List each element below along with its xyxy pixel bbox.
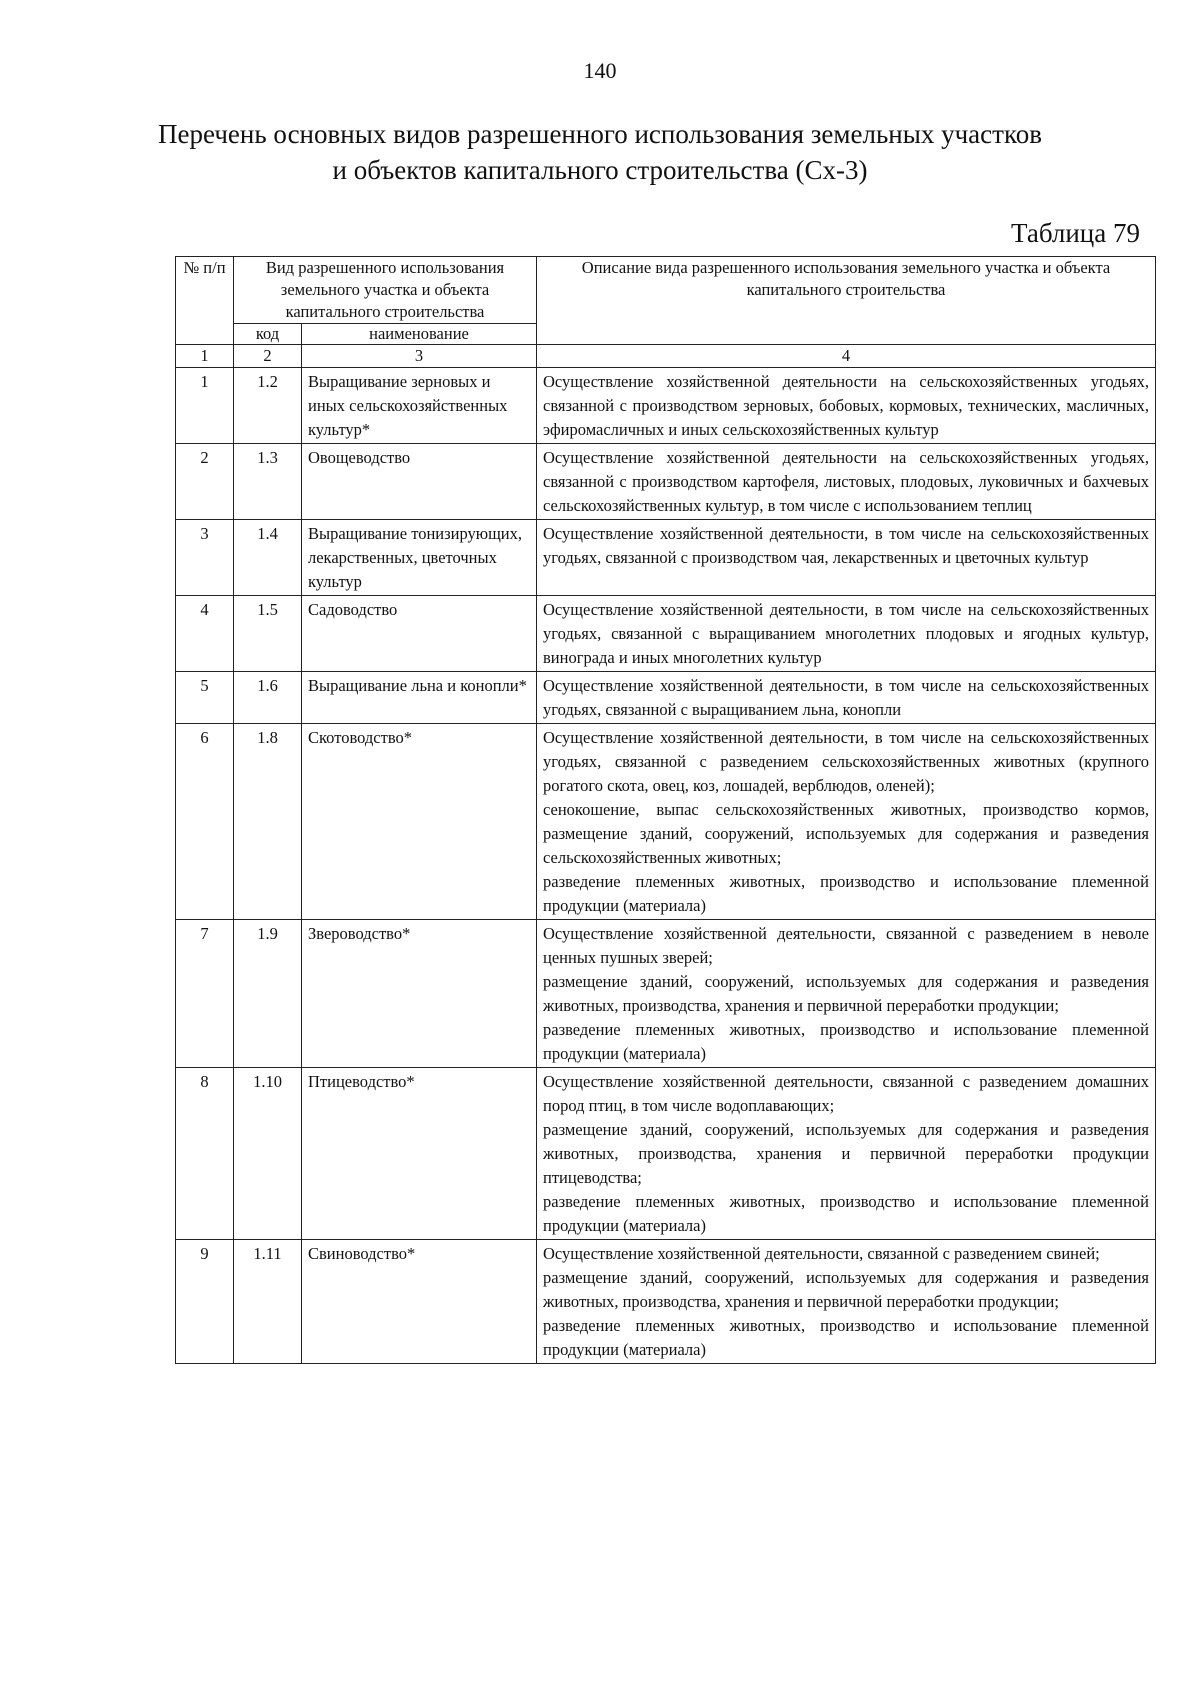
table-row <box>176 520 1156 596</box>
description-paragraph: Осуществление хозяйственной деятельности, связанной с разведением свиней; <box>543 1244 1100 1263</box>
row-name: Свиноводство* <box>302 1240 537 1364</box>
row-number: 8 <box>176 1068 234 1240</box>
row-code: 1.2 <box>234 368 302 444</box>
row-description <box>537 724 1156 920</box>
table-header-row <box>176 257 1156 324</box>
row-description <box>537 368 1156 444</box>
row-name: Овощеводство <box>302 444 537 520</box>
row-description <box>537 1068 1156 1240</box>
header-description: Описание вида разрешенного использования земельного участка и объекта капитального строительства <box>537 257 1156 345</box>
table-row <box>176 444 1156 520</box>
description-paragraph: сенокошение, выпас сельскохозяйственных животных, производство кормов, размещение зданий, сооружений, используемых для содержания и разведения сельскохозяйственных животных; <box>543 800 1149 867</box>
description-paragraph: Осуществление хозяйственной деятельности, в том числе на сельскохозяйственных угодьях, связанной с производством чая, лекарственных и цветочных культур <box>543 524 1149 567</box>
row-code: 1.8 <box>234 724 302 920</box>
column-index: 4 <box>537 345 1156 368</box>
description-paragraph: размещение зданий, сооружений, используемых для содержания и разведения животных, производства, хранения и первичной переработки продукции; <box>543 972 1149 1015</box>
title-line-2: и объектов капитального строительства (Сх-3) <box>332 155 868 185</box>
row-name: Выращивание льна и конопли* <box>302 672 537 724</box>
header-kind: Вид разрешенного использования земельного участка и объекта капитального строительства <box>234 257 537 324</box>
description-paragraph: Осуществление хозяйственной деятельности, в том числе на сельскохозяйственных угодьях, связанной с разведением сельскохозяйственных животных (крупного рогатого скота, овец, коз, лошадей, верблюдов, оленей); <box>543 728 1149 795</box>
table-row <box>176 596 1156 672</box>
land-use-table <box>175 256 1156 1364</box>
description-paragraph: размещение зданий, сооружений, используемых для содержания и разведения животных, производства, хранения и первичной переработки продукции птицеводства; <box>543 1120 1149 1187</box>
title-line-1: Перечень основных видов разрешенного использования земельных участков <box>158 119 1042 149</box>
description-paragraph: Осуществление хозяйственной деятельности, связанной с разведением в неволе ценных пушных зверей; <box>543 924 1149 967</box>
table-row <box>176 368 1156 444</box>
row-number: 5 <box>176 672 234 724</box>
table-body <box>176 368 1156 1364</box>
column-index: 1 <box>176 345 234 368</box>
description-paragraph: разведение племенных животных, производство и использование племенной продукции (материала) <box>543 1192 1149 1235</box>
row-number: 3 <box>176 520 234 596</box>
row-number: 9 <box>176 1240 234 1364</box>
description-paragraph: разведение племенных животных, производство и использование племенной продукции (материала) <box>543 872 1149 915</box>
row-description <box>537 920 1156 1068</box>
description-paragraph: размещение зданий, сооружений, используемых для содержания и разведения животных, производства, хранения и первичной переработки продукции; <box>543 1268 1149 1311</box>
row-code: 1.3 <box>234 444 302 520</box>
header-num: № п/п <box>176 257 234 345</box>
description-paragraph: Осуществление хозяйственной деятельности, в том числе на сельскохозяйственных угодьях, связанной с выращиванием льна, конопли <box>543 676 1149 719</box>
row-number: 4 <box>176 596 234 672</box>
row-name: Скотоводство* <box>302 724 537 920</box>
header-code: код <box>234 324 302 345</box>
description-paragraph: Осуществление хозяйственной деятельности, связанной с разведением домашних пород птиц, в том числе водоплавающих; <box>543 1072 1149 1115</box>
row-description <box>537 672 1156 724</box>
row-description <box>537 520 1156 596</box>
column-index: 3 <box>302 345 537 368</box>
table-row <box>176 1240 1156 1364</box>
row-code: 1.10 <box>234 1068 302 1240</box>
row-number: 7 <box>176 920 234 1068</box>
description-paragraph: разведение племенных животных, производство и использование племенной продукции (материала) <box>543 1316 1149 1359</box>
page-number: 140 <box>583 58 617 83</box>
row-number: 1 <box>176 368 234 444</box>
row-name: Выращивание тонизирующих, лекарственных, цветочных культур <box>302 520 537 596</box>
row-code: 1.6 <box>234 672 302 724</box>
table-row <box>176 724 1156 920</box>
row-code: 1.9 <box>234 920 302 1068</box>
column-index-row <box>176 345 1156 368</box>
row-description <box>537 1240 1156 1364</box>
row-number: 2 <box>176 444 234 520</box>
row-name: Выращивание зерновых и иных сельскохозяйственных культур* <box>302 368 537 444</box>
row-number: 6 <box>176 724 234 920</box>
description-paragraph: Осуществление хозяйственной деятельности, в том числе на сельскохозяйственных угодьях, связанной с выращиванием многолетних плодовых и ягодных культур, винограда и иных многолетних культур <box>543 600 1149 667</box>
row-name: Птицеводство* <box>302 1068 537 1240</box>
row-description <box>537 444 1156 520</box>
table-label: Таблица 79 <box>1011 218 1140 248</box>
header-name: наименование <box>302 324 537 345</box>
column-index: 2 <box>234 345 302 368</box>
table-row <box>176 920 1156 1068</box>
row-name: Звероводство* <box>302 920 537 1068</box>
row-code: 1.11 <box>234 1240 302 1364</box>
description-paragraph: Осуществление хозяйственной деятельности на сельскохозяйственных угодьях, связанной с производством картофеля, листовых, плодовых, луковичных и бахчевых сельскохозяйственных культур, в том числе с использованием теплиц <box>543 448 1149 515</box>
row-description <box>537 596 1156 672</box>
table-row <box>176 672 1156 724</box>
row-name: Садоводство <box>302 596 537 672</box>
description-paragraph: Осуществление хозяйственной деятельности на сельскохозяйственных угодьях, связанной с производством зерновых, бобовых, кормовых, технических, масличных, эфиромасличных и иных сельскохозяйственных культур <box>543 372 1149 439</box>
row-code: 1.5 <box>234 596 302 672</box>
description-paragraph: разведение племенных животных, производство и использование племенной продукции (материала) <box>543 1020 1149 1063</box>
table-row <box>176 1068 1156 1240</box>
row-code: 1.4 <box>234 520 302 596</box>
document-title <box>80 116 1120 188</box>
